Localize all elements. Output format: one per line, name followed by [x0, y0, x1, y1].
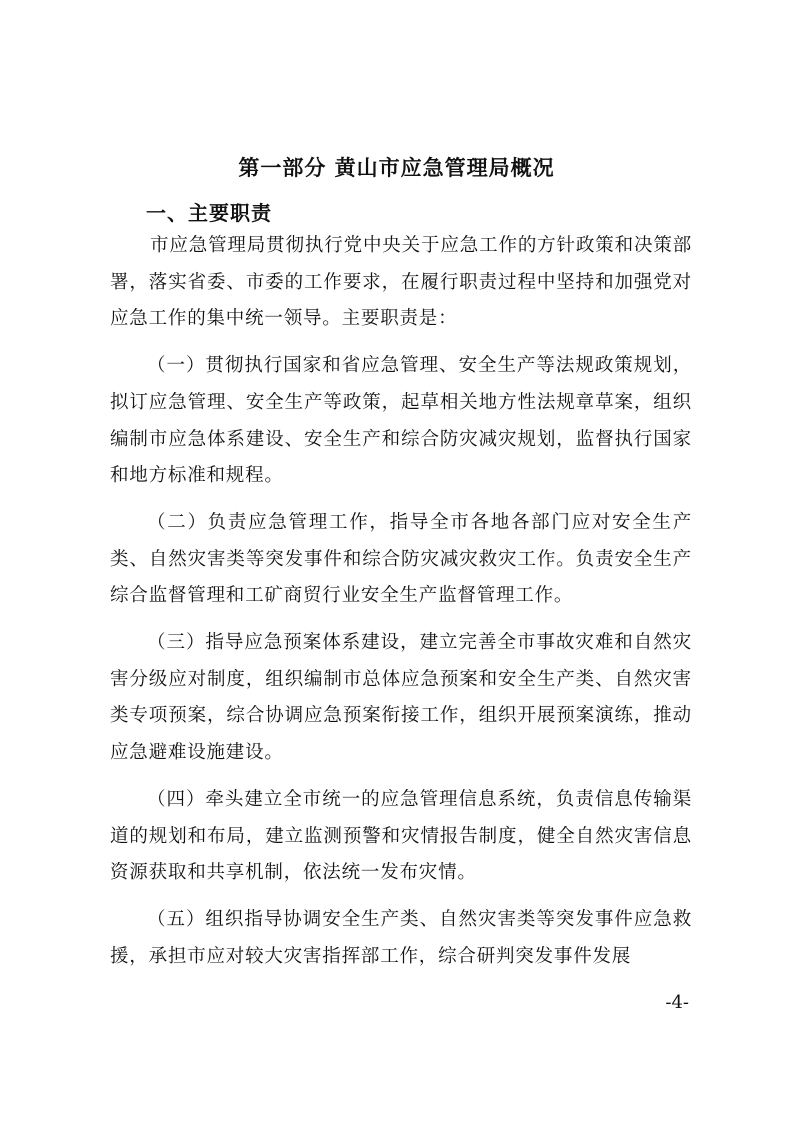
paragraph-duty-1: （一）贯彻执行国家和省应急管理、安全生产等法规政策规划，拟订应急管理、安全生产等政策，起草相关地方性法规章草案，组织编制市应急体系建设、安全生产和综合防灾减灾规划，监督执行国家和地方标准和规程。 — [110, 355, 692, 487]
page-title: 第一部分 黄山市应急管理局概况 — [238, 156, 555, 180]
paragraph-duty-3: （三）指导应急预案体系建设，建立完善全市事故灾难和自然灾害分级应对制度，组织编制市总体应急预案和安全生产类、自然灾害类专项预案，综合协调应急预案衔接工作，组织开展预案演练，推动应急避难设施建设。 — [110, 632, 692, 764]
section-heading: 一、主要职责 — [146, 201, 272, 225]
paragraph-duty-5: （五）组织指导协调安全生产类、自然灾害类等突发事件应急救援，承担市应对较大灾害指挥部工作，综合研判突发事件发展 — [110, 908, 692, 967]
paragraph-duty-4: （四）牵头建立全市统一的应急管理信息系统，负责信息传输渠道的规划和布局，建立监测预警和灾情报告制度，健全自然灾害信息资源获取和共享机制，依法统一发布灾情。 — [110, 788, 692, 884]
paragraph-duty-2: （二）负责应急管理工作，指导全市各地各部门应对安全生产类、自然灾害类等突发事件和综合防灾减灾救灾工作。负责安全生产综合监督管理和工矿商贸行业安全生产监督管理工作。 — [110, 511, 692, 607]
body-text — [110, 228, 692, 985]
paragraph-intro: 市应急管理局贯彻执行党中央关于应急工作的方针政策和决策部署，落实省委、市委的工作要求，在履行职责过程中坚持和加强党对应急工作的集中统一领导。主要职责是： — [110, 235, 692, 330]
page-number: -4- — [665, 992, 689, 1013]
